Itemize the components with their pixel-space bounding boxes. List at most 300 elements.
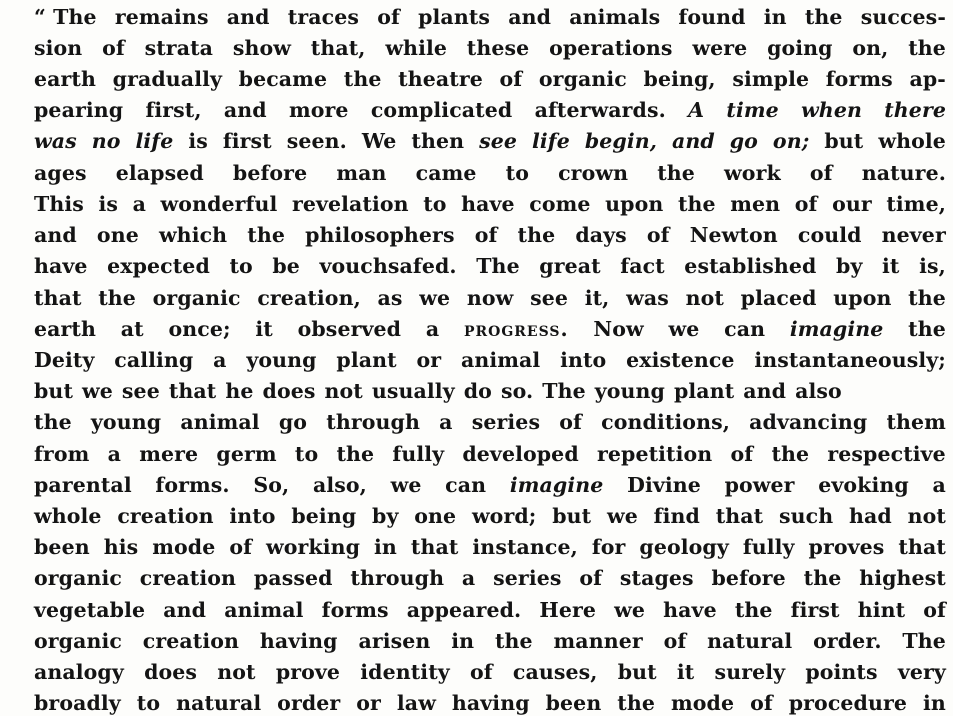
word: procedure bbox=[788, 691, 908, 715]
word: can bbox=[445, 473, 487, 497]
text-line bbox=[34, 532, 946, 563]
word: animal bbox=[180, 410, 260, 434]
word: see bbox=[121, 379, 160, 403]
word: series bbox=[471, 410, 541, 434]
word: is bbox=[98, 192, 118, 216]
word: mode bbox=[670, 691, 735, 715]
word: afterwards. bbox=[534, 98, 666, 122]
word: Divine bbox=[627, 473, 701, 497]
word: geology bbox=[639, 535, 729, 559]
word: hint bbox=[857, 598, 906, 622]
word: causes, bbox=[512, 660, 598, 684]
word: have bbox=[34, 254, 88, 278]
word: on, bbox=[852, 36, 889, 60]
word: placed bbox=[740, 286, 817, 310]
word: broadly bbox=[34, 691, 121, 715]
word: in bbox=[374, 535, 397, 559]
word: organic bbox=[538, 67, 627, 91]
text-line bbox=[34, 251, 946, 282]
word: a bbox=[439, 410, 453, 434]
word: traces bbox=[287, 5, 360, 29]
word: by bbox=[836, 254, 863, 278]
word: men bbox=[730, 192, 781, 216]
word: animal bbox=[460, 348, 541, 372]
word: the bbox=[336, 442, 375, 466]
word: could bbox=[797, 223, 862, 247]
word: of bbox=[750, 691, 773, 715]
word: remains bbox=[114, 5, 209, 29]
word: also bbox=[795, 379, 842, 403]
word: was bbox=[34, 129, 77, 153]
word: young bbox=[246, 348, 317, 372]
word: before bbox=[711, 566, 786, 590]
word: going bbox=[767, 36, 833, 60]
word: it bbox=[255, 317, 273, 341]
word: having bbox=[259, 629, 338, 653]
word: one bbox=[414, 504, 457, 528]
word: but bbox=[34, 379, 74, 403]
word: the bbox=[677, 192, 716, 216]
word: not bbox=[324, 379, 363, 403]
word: forms bbox=[321, 598, 389, 622]
word: complicated bbox=[370, 98, 513, 122]
word: the bbox=[908, 317, 946, 341]
word: of bbox=[474, 223, 498, 247]
word: developed bbox=[462, 442, 579, 466]
text-line bbox=[34, 33, 946, 64]
word: that bbox=[715, 504, 764, 528]
word: passed bbox=[253, 566, 333, 590]
word: instantaneously; bbox=[754, 348, 946, 372]
text-line bbox=[34, 2, 946, 33]
word: we bbox=[607, 504, 638, 528]
word: does bbox=[144, 660, 198, 684]
word: elapsed bbox=[115, 161, 204, 185]
word: when bbox=[801, 98, 862, 122]
word: operations bbox=[549, 36, 673, 60]
word: of bbox=[923, 598, 946, 622]
word: and bbox=[671, 129, 715, 153]
word: we bbox=[614, 598, 646, 622]
word: being bbox=[291, 504, 357, 528]
word: it bbox=[882, 254, 900, 278]
word: more bbox=[288, 98, 349, 122]
word: which bbox=[158, 223, 228, 247]
word: of bbox=[102, 36, 125, 60]
word: his bbox=[103, 535, 139, 559]
word: the bbox=[771, 442, 810, 466]
word: on; bbox=[772, 129, 810, 153]
word: of bbox=[469, 660, 493, 684]
word: power bbox=[724, 473, 795, 497]
word: pearing bbox=[34, 98, 124, 122]
word: the bbox=[494, 629, 533, 653]
word: A bbox=[688, 98, 705, 122]
word: the bbox=[247, 223, 285, 247]
word: evoking bbox=[818, 473, 909, 497]
word: it, bbox=[584, 286, 610, 310]
text-line bbox=[34, 95, 946, 126]
word: The bbox=[476, 254, 520, 278]
word: a bbox=[932, 473, 946, 497]
word: in bbox=[451, 629, 475, 653]
word: no bbox=[91, 129, 121, 153]
word: in bbox=[763, 5, 787, 29]
word: that bbox=[34, 286, 82, 310]
word: to bbox=[229, 254, 253, 278]
word: we bbox=[668, 317, 700, 341]
word: the bbox=[517, 223, 556, 247]
word: of bbox=[579, 566, 603, 590]
word: fully bbox=[392, 442, 445, 466]
word: and bbox=[223, 98, 267, 122]
word: organic bbox=[34, 566, 122, 590]
word: repetition bbox=[596, 442, 713, 466]
word: highest bbox=[859, 566, 946, 590]
word: Newton bbox=[689, 223, 778, 247]
word: order. bbox=[813, 629, 882, 653]
word: man bbox=[336, 161, 387, 185]
word: have bbox=[663, 598, 717, 622]
word: whole bbox=[34, 504, 102, 528]
word: not bbox=[217, 660, 256, 684]
word: to bbox=[423, 192, 447, 216]
word: that, bbox=[310, 36, 366, 60]
word: show bbox=[232, 36, 291, 60]
word: order bbox=[277, 691, 341, 715]
word: proves bbox=[808, 535, 885, 559]
word: established bbox=[684, 254, 817, 278]
word: the bbox=[804, 5, 843, 29]
word: to bbox=[505, 161, 529, 185]
word: also, bbox=[312, 473, 367, 497]
text-line bbox=[34, 439, 946, 470]
word: instance, bbox=[472, 535, 578, 559]
word: been bbox=[545, 691, 602, 715]
word: not bbox=[907, 504, 946, 528]
word: the bbox=[343, 67, 382, 91]
word: he bbox=[225, 379, 254, 403]
word: natural bbox=[707, 629, 793, 653]
text-line bbox=[34, 626, 946, 657]
word: the bbox=[908, 36, 946, 60]
word: not bbox=[685, 286, 724, 310]
word: see bbox=[479, 129, 518, 153]
word: while bbox=[385, 36, 447, 60]
word: found bbox=[678, 5, 746, 29]
word: organic bbox=[152, 286, 241, 310]
word: is bbox=[188, 129, 208, 153]
word: these bbox=[466, 36, 530, 60]
word: Deity bbox=[34, 348, 95, 372]
word: were bbox=[692, 36, 748, 60]
text-line bbox=[34, 501, 946, 532]
word: fully bbox=[742, 535, 795, 559]
word: imagine bbox=[789, 317, 884, 341]
word: and bbox=[163, 598, 207, 622]
word: became bbox=[238, 67, 328, 91]
word: of bbox=[730, 442, 754, 466]
word: vegetable bbox=[34, 598, 146, 622]
word: forms bbox=[825, 67, 893, 91]
text-line bbox=[34, 563, 946, 594]
word: the bbox=[617, 691, 655, 715]
word: manner bbox=[553, 629, 643, 653]
word: once; bbox=[168, 317, 231, 341]
word: have bbox=[461, 192, 515, 216]
word: surely bbox=[714, 660, 786, 684]
word: at bbox=[120, 317, 144, 341]
word: the bbox=[657, 161, 695, 185]
word: into bbox=[560, 348, 607, 372]
word: our bbox=[832, 192, 872, 216]
word: progress. bbox=[463, 317, 569, 341]
word: does bbox=[262, 379, 316, 403]
word: upon bbox=[833, 286, 892, 310]
word: vouchsafed. bbox=[319, 254, 457, 278]
word: whole bbox=[878, 129, 946, 153]
word: respective bbox=[827, 442, 946, 466]
text-line bbox=[34, 657, 946, 688]
word: imagine bbox=[509, 473, 604, 497]
word: conditions, bbox=[601, 410, 730, 434]
word: came bbox=[415, 161, 477, 185]
word: by bbox=[372, 504, 399, 528]
word: upon bbox=[605, 192, 664, 216]
text-line bbox=[34, 595, 946, 626]
word: can bbox=[724, 317, 766, 341]
word: of bbox=[229, 535, 253, 559]
word: earth bbox=[34, 67, 96, 91]
word: for bbox=[591, 535, 626, 559]
text-line bbox=[34, 470, 946, 501]
word: being, bbox=[643, 67, 716, 91]
word: work bbox=[724, 161, 781, 185]
word: Now bbox=[593, 317, 644, 341]
word: days bbox=[575, 223, 627, 247]
text-line bbox=[34, 283, 946, 314]
word: a bbox=[213, 348, 227, 372]
word: appeared. bbox=[406, 598, 522, 622]
word: ages bbox=[34, 161, 87, 185]
word: into bbox=[229, 504, 276, 528]
text-line bbox=[34, 314, 946, 345]
word: We bbox=[361, 129, 397, 153]
word: then bbox=[411, 129, 465, 153]
text-line bbox=[34, 407, 946, 438]
word: see bbox=[530, 286, 569, 310]
word: usually bbox=[371, 379, 455, 403]
word: having bbox=[451, 691, 530, 715]
word: very bbox=[897, 660, 946, 684]
word: theatre bbox=[398, 67, 483, 91]
word: as bbox=[377, 286, 403, 310]
word: before bbox=[232, 161, 308, 185]
word: and bbox=[34, 223, 77, 247]
word: now bbox=[466, 286, 514, 310]
word: first bbox=[790, 598, 840, 622]
word: was bbox=[626, 286, 669, 310]
word: the bbox=[908, 286, 946, 310]
word: do bbox=[463, 379, 492, 403]
word: prove bbox=[275, 660, 341, 684]
word: seen. bbox=[286, 129, 347, 153]
word: stages bbox=[619, 566, 694, 590]
word: we bbox=[390, 473, 422, 497]
word: working bbox=[266, 535, 361, 559]
word: or bbox=[416, 348, 442, 372]
word: them bbox=[886, 410, 946, 434]
word: there bbox=[884, 98, 946, 122]
word: law bbox=[396, 691, 436, 715]
word: the bbox=[734, 598, 773, 622]
word: parental bbox=[34, 473, 132, 497]
word: through bbox=[326, 410, 420, 434]
word: of bbox=[646, 223, 670, 247]
word: revelation bbox=[291, 192, 409, 216]
word: go bbox=[729, 129, 758, 153]
word: life bbox=[532, 129, 570, 153]
word: begin, bbox=[584, 129, 657, 153]
word: we bbox=[82, 379, 113, 403]
word: so. bbox=[500, 379, 534, 403]
word: the bbox=[803, 566, 842, 590]
word: to bbox=[136, 691, 161, 715]
word: points bbox=[805, 660, 878, 684]
word: expected bbox=[107, 254, 210, 278]
word: find bbox=[653, 504, 700, 528]
word: of bbox=[794, 192, 818, 216]
word: philosophers bbox=[305, 223, 455, 247]
text-line bbox=[34, 126, 946, 157]
word: ap- bbox=[909, 67, 946, 91]
word: in bbox=[923, 691, 946, 715]
text-line bbox=[34, 345, 946, 376]
word: nature. bbox=[861, 161, 946, 185]
word: that bbox=[898, 535, 946, 559]
word: the bbox=[98, 286, 136, 310]
word: Here bbox=[539, 598, 597, 622]
word: great bbox=[539, 254, 601, 278]
word: natural bbox=[176, 691, 262, 715]
word: germ bbox=[216, 442, 277, 466]
word: time bbox=[726, 98, 779, 122]
word: been bbox=[34, 535, 90, 559]
word: and bbox=[743, 379, 787, 403]
word: creation bbox=[139, 566, 237, 590]
text-line bbox=[34, 64, 946, 95]
word: through bbox=[350, 566, 445, 590]
word: that bbox=[168, 379, 217, 403]
word: existence bbox=[626, 348, 735, 372]
word: forms. bbox=[155, 473, 230, 497]
word: be bbox=[272, 254, 300, 278]
word: but bbox=[552, 504, 592, 528]
word: of bbox=[559, 410, 582, 434]
word: series bbox=[493, 566, 562, 590]
word: of bbox=[499, 67, 523, 91]
word: So, bbox=[253, 473, 290, 497]
word: the bbox=[34, 410, 72, 434]
word: and bbox=[226, 5, 270, 29]
word: first bbox=[222, 129, 272, 153]
word: simple bbox=[732, 67, 810, 91]
text-line bbox=[34, 376, 946, 407]
word: to bbox=[294, 442, 319, 466]
word: of bbox=[663, 629, 687, 653]
word: advancing bbox=[749, 410, 868, 434]
word: calling bbox=[114, 348, 194, 372]
word: it bbox=[676, 660, 695, 684]
word: creation, bbox=[257, 286, 361, 310]
word: never bbox=[881, 223, 946, 247]
word: animals bbox=[569, 5, 661, 29]
word: but bbox=[617, 660, 657, 684]
word: of bbox=[377, 5, 400, 29]
word: from bbox=[34, 442, 90, 466]
word: but bbox=[824, 129, 864, 153]
word: arisen bbox=[358, 629, 431, 653]
word: identity bbox=[360, 660, 450, 684]
word: fact bbox=[620, 254, 665, 278]
word: we bbox=[419, 286, 451, 310]
word: a bbox=[132, 192, 146, 216]
text-line bbox=[34, 189, 946, 220]
word: succes- bbox=[860, 5, 946, 29]
word: go bbox=[278, 410, 308, 434]
word: word; bbox=[471, 504, 537, 528]
word: such bbox=[778, 504, 834, 528]
word: creation bbox=[117, 504, 214, 528]
text-line bbox=[34, 158, 946, 189]
word: and bbox=[508, 5, 552, 29]
text-line bbox=[34, 220, 946, 251]
word: sion bbox=[34, 36, 83, 60]
word: gradually bbox=[112, 67, 222, 91]
cut-off-next-line bbox=[34, 703, 934, 716]
word: mere bbox=[139, 442, 199, 466]
word: plant bbox=[336, 348, 397, 372]
word: plant bbox=[673, 379, 735, 403]
word: a bbox=[461, 566, 476, 590]
word: young bbox=[594, 379, 665, 403]
word: This bbox=[34, 192, 84, 216]
word: “ The bbox=[34, 5, 97, 29]
word: or bbox=[356, 691, 381, 715]
word: that bbox=[410, 535, 459, 559]
word: is, bbox=[919, 254, 946, 278]
word: analogy bbox=[34, 660, 124, 684]
word: a bbox=[107, 442, 121, 466]
word: come bbox=[529, 192, 591, 216]
word: crown bbox=[558, 161, 629, 185]
word: earth bbox=[34, 317, 96, 341]
word: young bbox=[90, 410, 162, 434]
word: plants bbox=[418, 5, 491, 29]
word: life bbox=[135, 129, 174, 153]
word: wonderful bbox=[160, 192, 278, 216]
word: one bbox=[96, 223, 139, 247]
word: time, bbox=[886, 192, 946, 216]
word: observed bbox=[297, 317, 402, 341]
word: had bbox=[848, 504, 892, 528]
word: strata bbox=[144, 36, 214, 60]
word: first, bbox=[145, 98, 202, 122]
word: The bbox=[902, 629, 946, 653]
word: animal bbox=[224, 598, 304, 622]
word: mode bbox=[152, 535, 216, 559]
word: organic bbox=[34, 629, 122, 653]
